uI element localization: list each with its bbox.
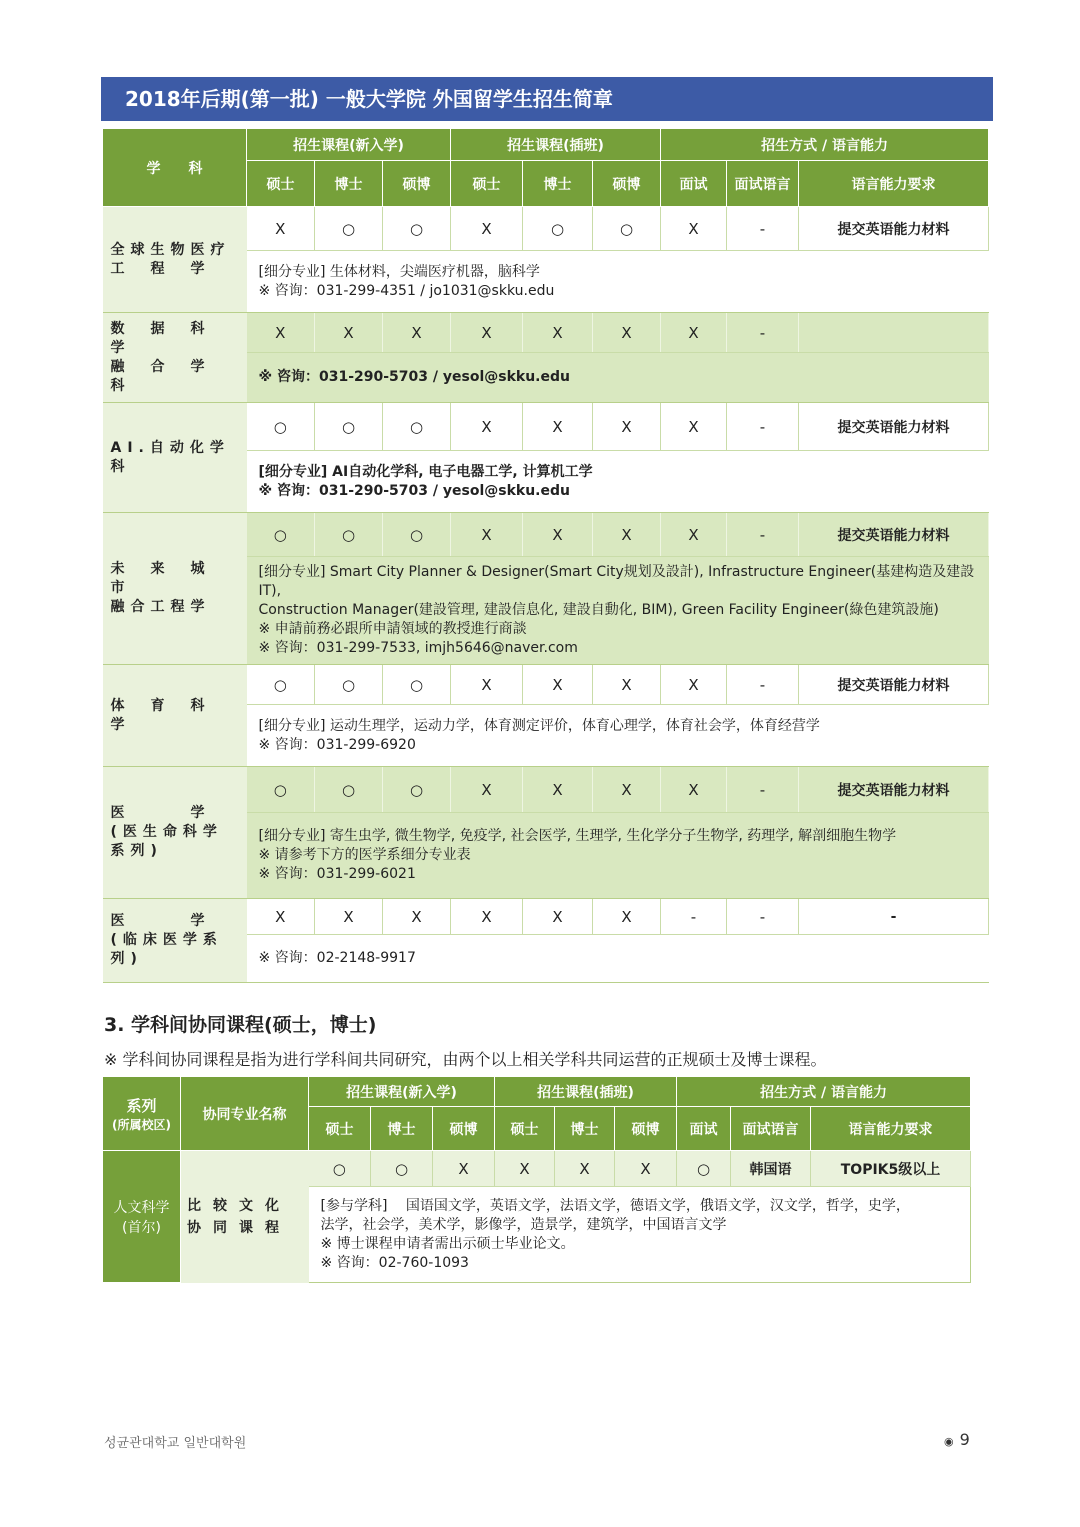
subject-name: 未 来 城 市 融合工程学 (103, 513, 247, 665)
header-new-entry: 招生课程(新入学) (247, 129, 451, 161)
mark-cell: X (451, 207, 523, 251)
header-interview-language: 面试语言 (731, 1107, 811, 1151)
mark-cell: X (451, 403, 523, 451)
mark-cell: X (247, 313, 315, 353)
subject-row (103, 665, 989, 705)
header-system: 系列 (所属校区) (103, 1077, 181, 1151)
detail-cell: ※ 咨询：02-2148-9917 (247, 935, 989, 983)
mark-cell: X (523, 313, 593, 353)
header-admission: 招生方式 / 语言能力 (661, 129, 989, 161)
detail-cell: [参与学科] 国语国文学，英语文学，法语文学，德语文学，俄语文学，汉文学，哲学，史学， 法学，社会学，美术学，影像学，造景学，建筑学，中国语言文学 ※ 博士课程申请者需出示硕士毕业论文。 ※ 咨询：02-760-1093 (309, 1187, 971, 1283)
header-interview: 面试 (661, 161, 727, 207)
subject-name: AI.自动化学科 (103, 403, 247, 513)
page-title: 2018年后期(第一批) 一般大学院 外国留学生招生简章 (101, 77, 993, 121)
mark-cell: X (661, 513, 727, 557)
mark-cell: TOPIK5级以上 (811, 1151, 971, 1187)
mark-cell: X (593, 313, 661, 353)
header-master: 硕士 (451, 161, 523, 207)
mark-cell: ○ (383, 665, 451, 705)
mark-cell: 提交英语能力材料 (799, 665, 989, 705)
subject-row (103, 899, 989, 935)
mark-cell: X (495, 1151, 555, 1187)
mark-cell: ○ (315, 665, 383, 705)
mark-cell: X (523, 665, 593, 705)
header-integrated: 硕博 (383, 161, 451, 207)
mark-cell: ○ (593, 207, 661, 251)
header-integrated: 硕博 (615, 1107, 677, 1151)
header-language-requirement: 语言能力要求 (799, 161, 989, 207)
mark-cell: ○ (315, 513, 383, 557)
mark-cell: - (727, 313, 799, 353)
header-master: 硕士 (247, 161, 315, 207)
mark-cell: ○ (383, 403, 451, 451)
joint-name-cell: 比较文化 协同课程 (181, 1151, 309, 1283)
mark-cell: ○ (383, 207, 451, 251)
header-doctor: 博士 (523, 161, 593, 207)
mark-cell: X (593, 665, 661, 705)
mark-cell: ○ (383, 513, 451, 557)
mark-cell: - (727, 767, 799, 813)
mark-cell: X (433, 1151, 495, 1187)
detail-cell: [细分专业] 生体材料，尖端医疗机器，脑科学 ※ 咨询：031-299-4351 / jo1031@skku.edu (247, 251, 989, 313)
subject-name: 数 据 科 学 融 合 学 科 (103, 313, 247, 403)
section-note: ※ 学科间协同课程是指为进行学科间共同研究，由两个以上相关学科共同运营的正规硕士及博士课程。 (104, 1050, 827, 1069)
mark-cell: ○ (315, 403, 383, 451)
section-title: 3. 学科间协同课程(硕士，博士) (104, 1014, 377, 1036)
header-subject: 学 科 (103, 129, 247, 207)
bullet-icon: ◉ (944, 1435, 954, 1448)
mark-cell: X (661, 313, 727, 353)
header-new-entry: 招生课程(新入学) (309, 1077, 495, 1107)
header-doctor: 博士 (371, 1107, 433, 1151)
mark-cell: X (661, 403, 727, 451)
mark-cell: X (315, 899, 383, 935)
subject-name: 医 学 (医生命科学系列) (103, 767, 247, 899)
mark-cell: X (451, 665, 523, 705)
subject-row (103, 313, 989, 353)
header-integrated: 硕博 (433, 1107, 495, 1151)
mark-cell: - (727, 513, 799, 557)
detail-cell: [细分专业] Smart City Planner & Designer(Smart City规划及設計), Infrastructure Engineer(基建构造及建設IT), Construction Manager(建設管理, 建設信息化, 建設自動化, BIM), Green Facility Engineer(綠色建筑設施) ※ 申請前務必跟所申請領域的教授進行商談 ※ 咨询：031-299-7533, imjh5646@naver.com (247, 557, 989, 665)
mark-cell: X (523, 767, 593, 813)
header-interview: 面试 (677, 1107, 731, 1151)
mark-cell: X (451, 899, 523, 935)
mark-cell: X (661, 665, 727, 705)
mark-cell: X (383, 313, 451, 353)
subject-row (103, 403, 989, 451)
mark-cell: X (593, 513, 661, 557)
detail-cell: ※ 咨询：031-290-5703 / yesol@skku.edu (247, 353, 989, 403)
mark-cell: ○ (523, 207, 593, 251)
subject-name: 体 育 科 学 (103, 665, 247, 767)
subject-row (103, 767, 989, 813)
mark-cell: 提交英语能力材料 (799, 513, 989, 557)
mark-cell: X (593, 403, 661, 451)
mark-cell: ○ (247, 665, 315, 705)
mark-cell: 提交英语能力材料 (799, 403, 989, 451)
mark-cell: X (247, 899, 315, 935)
mark-cell: X (451, 313, 523, 353)
mark-cell: ○ (315, 767, 383, 813)
mark-cell: ○ (383, 767, 451, 813)
mark-cell: ○ (247, 403, 315, 451)
admissions-table (102, 128, 989, 983)
mark-cell: X (315, 313, 383, 353)
mark-cell: 提交英语能力材料 (799, 767, 989, 813)
mark-cell: - (727, 665, 799, 705)
header-doctor: 博士 (315, 161, 383, 207)
mark-cell: ○ (247, 767, 315, 813)
mark-cell: - (727, 899, 799, 935)
header-master: 硕士 (495, 1107, 555, 1151)
mark-cell: X (661, 207, 727, 251)
mark-cell: X (383, 899, 451, 935)
mark-cell: ○ (677, 1151, 731, 1187)
header-transfer: 招生课程(插班) (495, 1077, 677, 1107)
mark-cell: 提交英语能力材料 (799, 207, 989, 251)
detail-cell: [细分专业] 寄生虫学, 微生物学, 免疫学, 社会医学, 生理学, 生化学分子生物学, 药理学, 解剖细胞生物学 ※ 请参考下方的医学系细分专业表 ※ 咨询：031-299-6021 (247, 813, 989, 899)
header-integrated: 硕博 (593, 161, 661, 207)
header-doctor: 博士 (555, 1107, 615, 1151)
mark-cell: ○ (315, 207, 383, 251)
mark-cell: - (661, 899, 727, 935)
subject-name: 医 学 (临床医学系列) (103, 899, 247, 983)
system-cell: 人文科学 (首尔) (103, 1151, 181, 1283)
mark-cell: X (523, 513, 593, 557)
mark-cell: - (727, 207, 799, 251)
mark-cell (799, 313, 989, 353)
mark-cell: X (451, 513, 523, 557)
mark-cell: X (615, 1151, 677, 1187)
detail-cell: [细分专业] AI自动化学科, 电子电器工学, 计算机工学 ※ 咨询：031-290-5703 / yesol@skku.edu (247, 451, 989, 513)
header-master: 硕士 (309, 1107, 371, 1151)
mark-cell: X (593, 899, 661, 935)
detail-cell: [细分专业] 运动生理学，运动力学，体育测定评价，体育心理学，体育社会学，体育经营学 ※ 咨询：031-299-6920 (247, 705, 989, 767)
header-language-requirement: 语言能力要求 (811, 1107, 971, 1151)
subject-row (103, 513, 989, 557)
subject-row (103, 207, 989, 251)
joint-program-table (102, 1076, 971, 1283)
mark-cell: ○ (247, 513, 315, 557)
header-admission: 招生方式 / 语言能力 (677, 1077, 971, 1107)
mark-cell: - (799, 899, 989, 935)
mark-cell: X (593, 767, 661, 813)
mark-cell: X (661, 767, 727, 813)
mark-cell: X (451, 767, 523, 813)
mark-cell: - (727, 403, 799, 451)
mark-cell: X (523, 899, 593, 935)
joint-row (103, 1151, 971, 1187)
footer-school: 성균관대학교 일반대학원 (104, 1436, 247, 1451)
mark-cell: 韩国语 (731, 1151, 811, 1187)
mark-cell: ○ (371, 1151, 433, 1187)
mark-cell: X (523, 403, 593, 451)
mark-cell: X (247, 207, 315, 251)
subject-name: 全球生物医疗 工 程 学 (103, 207, 247, 313)
page-number: ◉ 9 (944, 1430, 970, 1449)
mark-cell: X (555, 1151, 615, 1187)
header-interview-language: 面试语言 (727, 161, 799, 207)
mark-cell: ○ (309, 1151, 371, 1187)
header-joint-name: 协同专业名称 (181, 1077, 309, 1151)
header-transfer: 招生课程(插班) (451, 129, 661, 161)
